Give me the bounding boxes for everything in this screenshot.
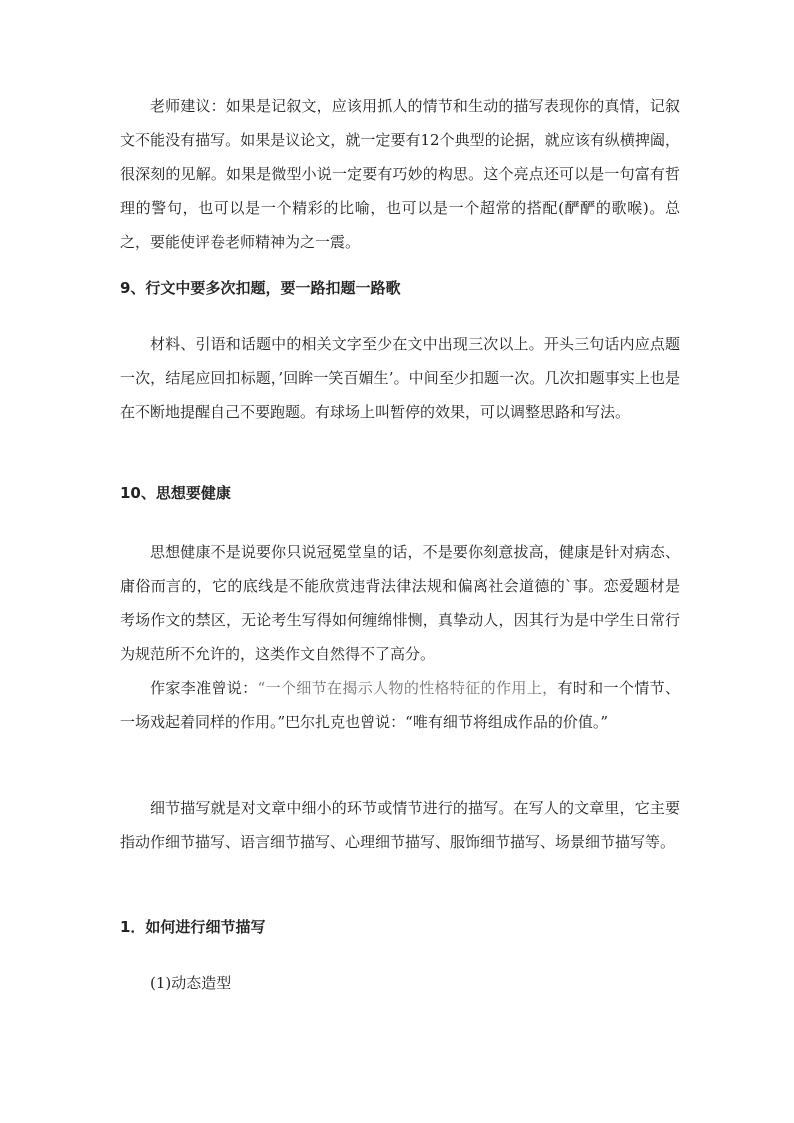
quote-gray-text: “一个细节在揭示人物的性格特征的作用上， bbox=[257, 679, 558, 697]
detail-heading: 1．如何进行细节描写 bbox=[120, 918, 266, 936]
quote-paragraph bbox=[120, 671, 680, 739]
section-9-paragraph: 材料、引语和话题中的相关文字至少在文中出现三次以上。开头三句话内应点题一次，结尾应回扣标题，’回眸一笑百媚生’。中间至少扣题一次。几次扣题事实上也是在不断地提醒自己不要跑题。有球场上叫暂停的效果，可以调整思路和写法。 bbox=[120, 335, 680, 421]
section-9-heading: 9、行文中要多次扣题，要一路扣题一路歌 bbox=[120, 279, 401, 297]
dynamic-modeling-subheading: (1)动态造型 bbox=[150, 974, 232, 992]
detail-definition-paragraph: 细节描写就是对文章中细小的环节或情节进行的描写。在写人的文章里，它主要指动作细节描写、语言细节描写、心理细节描写、服饰细节描写、场景细节描写等。 bbox=[120, 799, 680, 851]
quote-lead: 作家李准曾说： bbox=[150, 679, 258, 697]
section-10-paragraph: 思想健康不是说要你只说冠冕堂皇的话，不是要你刻意拔高，健康是针对病态、庸俗而言的，它的底线是不能欣赏违背法律法规和偏离社会道德的`事。恋爱题材是考场作文的禁区，无论考生写得如何缠绵悱恻，真挚动人，因其行为是中学生日常行为规范所不允许的，这类作文自然得不了高分。 bbox=[120, 543, 680, 663]
quote-rest: 有时和一个情节、一场戏起着同样的作用。”巴尔扎克也曾说：“唯有细节将组成作品的价值。” bbox=[120, 679, 680, 731]
section-10-heading: 10、思想要健康 bbox=[120, 484, 231, 502]
teacher-advice-paragraph: 老师建议：如果是记叙文，应该用抓人的情节和生动的描写表现你的真情，记叙文不能没有描写。如果是议论文，就一定要有12个典型的论据，就应该有纵横捭阖，很深刻的见解。如果是微型小说一定要有巧妙的构思。这个亮点还可以是一句富有哲理的警句，也可以是一个精彩的比喻，也可以是一个超常的搭配(酽酽的歌喉)。总之，要能使评卷老师精神为之一震。 bbox=[120, 97, 680, 251]
